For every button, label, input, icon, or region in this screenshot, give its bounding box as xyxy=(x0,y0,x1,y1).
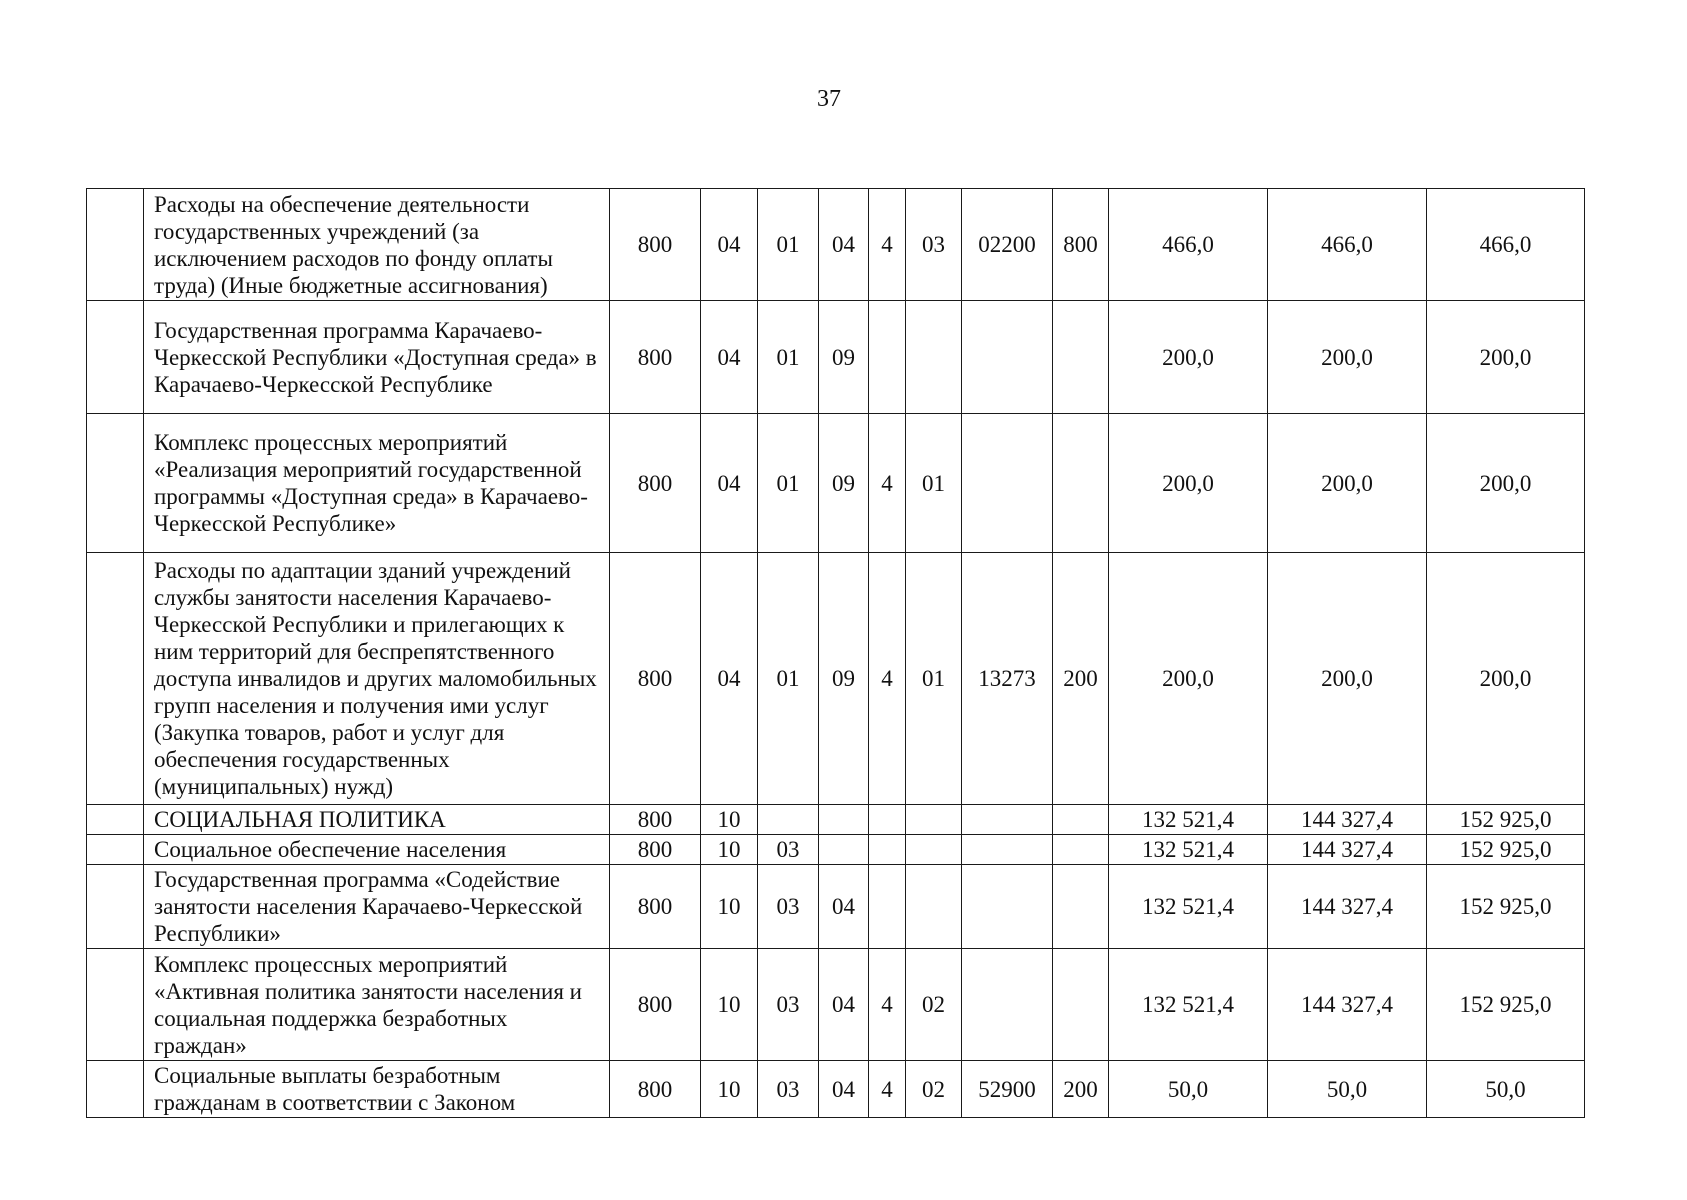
item-name-cell: Расходы на обеспечение деятельности государственных учреждений (за исключением расходов по фонду оплаты труда) (Иные бюджетные ассигнования) xyxy=(144,189,610,301)
amount-year-2-cell: 144 327,4 xyxy=(1268,949,1427,1061)
amount-year-3-cell: 200,0 xyxy=(1427,301,1585,414)
program-type-code-cell xyxy=(869,805,906,835)
amount-year-1-cell: 466,0 xyxy=(1109,189,1268,301)
program-code-cell: 04 xyxy=(819,1061,869,1118)
item-name-cell: Социальные выплаты безработным гражданам в соответствии с Законом xyxy=(144,1061,610,1118)
number-cell xyxy=(87,835,144,865)
program-code-cell: 04 xyxy=(819,949,869,1061)
expense-type-code-cell: 200 xyxy=(1053,1061,1109,1118)
amount-year-1-cell: 200,0 xyxy=(1109,553,1268,805)
subsection-code-cell: 01 xyxy=(758,301,819,414)
program-code-cell: 04 xyxy=(819,189,869,301)
expense-type-code-cell xyxy=(1053,949,1109,1061)
amount-year-1-cell: 200,0 xyxy=(1109,301,1268,414)
subsection-code-cell: 03 xyxy=(758,949,819,1061)
item-name-cell: СОЦИАЛЬНАЯ ПОЛИТИКА xyxy=(144,805,610,835)
section-code-cell: 10 xyxy=(701,805,758,835)
program-code-cell: 09 xyxy=(819,553,869,805)
table-row xyxy=(87,805,1585,835)
amount-year-1-cell: 132 521,4 xyxy=(1109,805,1268,835)
expense-type-code-cell xyxy=(1053,414,1109,553)
ministry-code-cell: 800 xyxy=(610,189,701,301)
amount-year-2-cell: 144 327,4 xyxy=(1268,835,1427,865)
structure-code-cell: 01 xyxy=(906,553,962,805)
structure-code-cell xyxy=(906,301,962,414)
number-cell xyxy=(87,949,144,1061)
subsection-code-cell: 01 xyxy=(758,189,819,301)
direction-code-cell: 52900 xyxy=(962,1061,1053,1118)
program-type-code-cell: 4 xyxy=(869,1061,906,1118)
direction-code-cell xyxy=(962,865,1053,949)
table-row xyxy=(87,553,1585,805)
section-code-cell: 04 xyxy=(701,301,758,414)
structure-code-cell xyxy=(906,805,962,835)
budget-table xyxy=(86,188,1585,1118)
expense-type-code-cell xyxy=(1053,865,1109,949)
program-type-code-cell: 4 xyxy=(869,189,906,301)
ministry-code-cell: 800 xyxy=(610,949,701,1061)
ministry-code-cell: 800 xyxy=(610,414,701,553)
amount-year-2-cell: 466,0 xyxy=(1268,189,1427,301)
number-cell xyxy=(87,865,144,949)
direction-code-cell xyxy=(962,805,1053,835)
number-cell xyxy=(87,301,144,414)
amount-year-2-cell: 200,0 xyxy=(1268,414,1427,553)
subsection-code-cell xyxy=(758,805,819,835)
structure-code-cell xyxy=(906,865,962,949)
amount-year-2-cell: 50,0 xyxy=(1268,1061,1427,1118)
table-row xyxy=(87,949,1585,1061)
program-code-cell: 09 xyxy=(819,414,869,553)
amount-year-3-cell: 152 925,0 xyxy=(1427,865,1585,949)
item-name-cell: Комплекс процессных мероприятий «Реализация мероприятий государственной программы «Доступная среда» в Карачаево-Черкесской Республике» xyxy=(144,414,610,553)
ministry-code-cell: 800 xyxy=(610,865,701,949)
amount-year-3-cell: 152 925,0 xyxy=(1427,805,1585,835)
amount-year-2-cell: 200,0 xyxy=(1268,553,1427,805)
direction-code-cell xyxy=(962,835,1053,865)
program-type-code-cell xyxy=(869,835,906,865)
direction-code-cell: 02200 xyxy=(962,189,1053,301)
number-cell xyxy=(87,805,144,835)
direction-code-cell: 13273 xyxy=(962,553,1053,805)
item-name-cell: Государственная программа Карачаево-Черкесской Республики «Доступная среда» в Карачаево-Черкесской Республике xyxy=(144,301,610,414)
structure-code-cell xyxy=(906,835,962,865)
subsection-code-cell: 03 xyxy=(758,865,819,949)
direction-code-cell xyxy=(962,949,1053,1061)
subsection-code-cell: 03 xyxy=(758,1061,819,1118)
amount-year-3-cell: 152 925,0 xyxy=(1427,949,1585,1061)
amount-year-2-cell: 200,0 xyxy=(1268,301,1427,414)
section-code-cell: 10 xyxy=(701,865,758,949)
program-type-code-cell: 4 xyxy=(869,949,906,1061)
program-code-cell: 09 xyxy=(819,301,869,414)
structure-code-cell: 01 xyxy=(906,414,962,553)
ministry-code-cell: 800 xyxy=(610,553,701,805)
table-row xyxy=(87,835,1585,865)
structure-code-cell: 02 xyxy=(906,1061,962,1118)
amount-year-1-cell: 132 521,4 xyxy=(1109,835,1268,865)
item-name-cell: Комплекс процессных мероприятий «Активная политика занятости населения и социальная поддержка безработных граждан» xyxy=(144,949,610,1061)
expense-type-code-cell: 800 xyxy=(1053,189,1109,301)
subsection-code-cell: 03 xyxy=(758,835,819,865)
number-cell xyxy=(87,414,144,553)
amount-year-3-cell: 466,0 xyxy=(1427,189,1585,301)
section-code-cell: 04 xyxy=(701,189,758,301)
amount-year-3-cell: 50,0 xyxy=(1427,1061,1585,1118)
structure-code-cell: 02 xyxy=(906,949,962,1061)
section-code-cell: 10 xyxy=(701,835,758,865)
program-type-code-cell xyxy=(869,301,906,414)
number-cell xyxy=(87,189,144,301)
page-number: 37 xyxy=(817,86,841,112)
section-code-cell: 10 xyxy=(701,1061,758,1118)
amount-year-3-cell: 200,0 xyxy=(1427,553,1585,805)
program-code-cell xyxy=(819,835,869,865)
item-name-cell: Государственная программа «Содействие занятости населения Карачаево-Черкесской Республики» xyxy=(144,865,610,949)
table-row xyxy=(87,301,1585,414)
item-name-cell: Социальное обеспечение населения xyxy=(144,835,610,865)
structure-code-cell: 03 xyxy=(906,189,962,301)
direction-code-cell xyxy=(962,301,1053,414)
expense-type-code-cell xyxy=(1053,301,1109,414)
item-name-cell: Расходы по адаптации зданий учреждений службы занятости населения Карачаево-Черкесской Республики и прилегающих к ним территорий для беспрепятственного доступа инвалидов и других маломобильных групп населения и получения ими услуг (Закупка товаров, работ и услуг для обеспечения государственных (муниципальных) нужд) xyxy=(144,553,610,805)
ministry-code-cell: 800 xyxy=(610,805,701,835)
ministry-code-cell: 800 xyxy=(610,1061,701,1118)
section-code-cell: 10 xyxy=(701,949,758,1061)
number-cell xyxy=(87,1061,144,1118)
program-type-code-cell xyxy=(869,865,906,949)
expense-type-code-cell xyxy=(1053,835,1109,865)
program-type-code-cell: 4 xyxy=(869,414,906,553)
expense-type-code-cell xyxy=(1053,805,1109,835)
amount-year-3-cell: 200,0 xyxy=(1427,414,1585,553)
section-code-cell: 04 xyxy=(701,414,758,553)
amount-year-2-cell: 144 327,4 xyxy=(1268,865,1427,949)
amount-year-1-cell: 50,0 xyxy=(1109,1061,1268,1118)
amount-year-2-cell: 144 327,4 xyxy=(1268,805,1427,835)
section-code-cell: 04 xyxy=(701,553,758,805)
amount-year-1-cell: 132 521,4 xyxy=(1109,865,1268,949)
table-row xyxy=(87,865,1585,949)
ministry-code-cell: 800 xyxy=(610,835,701,865)
subsection-code-cell: 01 xyxy=(758,414,819,553)
amount-year-1-cell: 200,0 xyxy=(1109,414,1268,553)
program-code-cell xyxy=(819,805,869,835)
amount-year-3-cell: 152 925,0 xyxy=(1427,835,1585,865)
program-code-cell: 04 xyxy=(819,865,869,949)
number-cell xyxy=(87,553,144,805)
table-row xyxy=(87,414,1585,553)
expense-type-code-cell: 200 xyxy=(1053,553,1109,805)
table-row xyxy=(87,1061,1585,1118)
amount-year-1-cell: 132 521,4 xyxy=(1109,949,1268,1061)
table-row xyxy=(87,189,1585,301)
direction-code-cell xyxy=(962,414,1053,553)
program-type-code-cell: 4 xyxy=(869,553,906,805)
ministry-code-cell: 800 xyxy=(610,301,701,414)
subsection-code-cell: 01 xyxy=(758,553,819,805)
